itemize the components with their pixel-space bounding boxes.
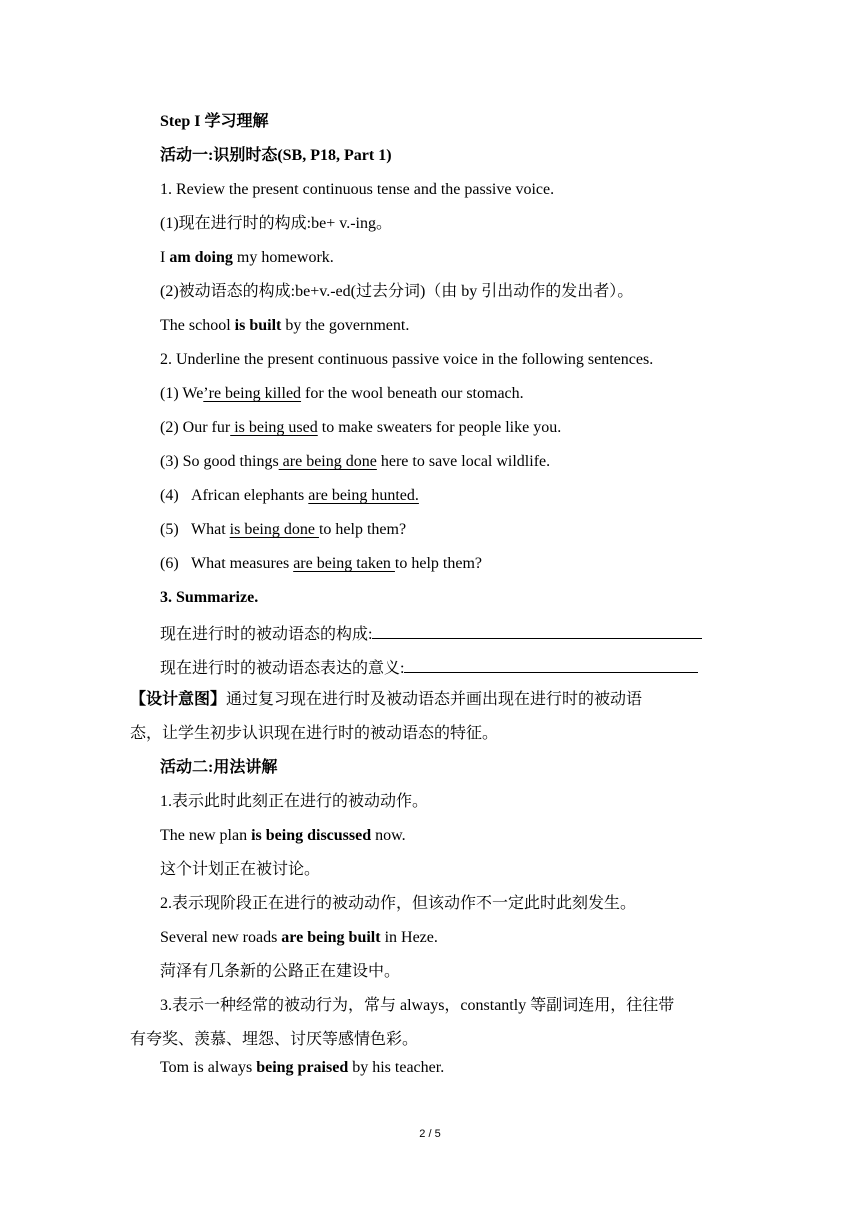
page-number: 2 / 5 (419, 1128, 441, 1140)
usage2-translation: 菏泽有几条新的公路正在建设中。 (160, 963, 401, 980)
blank-2[interactable] (404, 656, 698, 673)
activity1-heading: 活动一:识别时态(SB, P18, Part 1) (160, 147, 392, 164)
sub1-text: (1)现在进行时的构成:be+ v.-ing。 (160, 215, 392, 232)
usage1-example: The new plan is being discussed now. (160, 827, 406, 844)
sub2-text: (2)被动语态的构成:be+v.-ed(过去分词)（由 by 引出动作的发出者）。 (160, 283, 634, 300)
usage2-text: 2.表示现阶段正在进行的被动动作，但该动作不一定此时此刻发生。 (160, 895, 637, 912)
usage3-text-2: 有夸奖、羡慕、埋怨、讨厌等感情色彩。 (130, 1031, 419, 1048)
usage2-example: Several new roads are being built in Heze. (160, 929, 438, 946)
sentence-5: (5) What is being done to help them? (160, 521, 407, 538)
usage1-text: 1.表示此时此刻正在进行的被动动作。 (160, 793, 429, 810)
sentence-3: (3) So good things are being done here to save local wildlife. (160, 453, 551, 470)
summary-line-1: 现在进行时的被动语态的构成: (160, 622, 702, 645)
usage1-translation: 这个计划正在被讨论。 (160, 861, 321, 878)
usage3-example: Tom is always being praised by his teacher. (160, 1059, 445, 1076)
step-title: Step I 学习理解 (160, 113, 269, 130)
sentence-6: (6) What measures are being taken to help them? (160, 555, 483, 572)
example1: I am doing my homework. (160, 249, 334, 266)
sentence-1: (1) We’re being killed for the wool beneath our stomach. (160, 385, 524, 402)
design-intent-line-2: 态，让学生初步认识现在进行时的被动语态的特征。 (130, 725, 499, 742)
summary-line-2: 现在进行时的被动语态表达的意义: (160, 656, 698, 679)
activity2-heading: 活动二:用法讲解 (160, 759, 278, 776)
blank-1[interactable] (372, 622, 702, 639)
usage3-text-1: 3.表示一种经常的被动行为，常与 always，constantly 等副词连用，往往带 (160, 997, 675, 1014)
design-intent-line-1: 【设计意图】通过复习现在进行时及被动语态并画出现在进行时的被动语 (130, 691, 643, 708)
item1-text: 1. Review the present continuous tense and the passive voice. (160, 181, 555, 198)
sentence-4: (4) African elephants are being hunted. (160, 487, 419, 504)
item3-text: 3. Summarize. (160, 589, 259, 606)
item2-text: 2. Underline the present continuous passive voice in the following sentences. (160, 351, 654, 368)
example2: The school is built by the government. (160, 317, 410, 334)
sentence-2: (2) Our fur is being used to make sweaters for people like you. (160, 419, 562, 436)
